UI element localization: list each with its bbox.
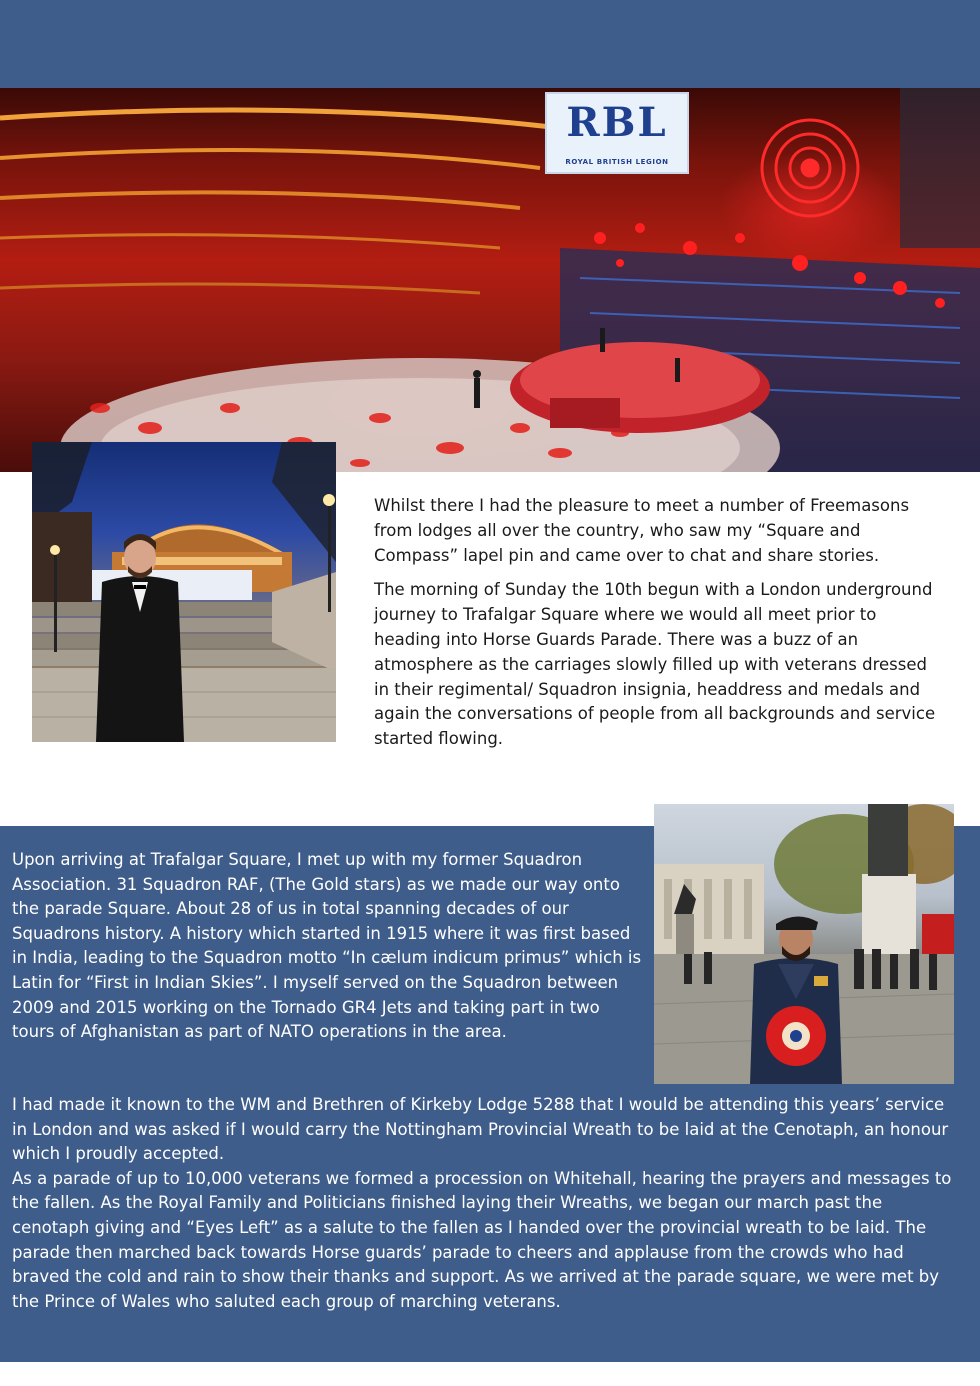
wreath-paragraph: I had made it known to the WM and Brethren of Kirkeby Lodge 5288 that I would be attending this years’ service in London and was asked if I would carry the Nottingham Provincial Wreath to be laid at the Cenotaph, an honour which I proudly accepted. [12,1095,949,1164]
parade-illustration [654,804,954,1084]
night-exterior-illustration [32,442,336,742]
royal-british-legion-banner [545,92,689,174]
intro-text [374,494,944,762]
rbl-caption: ROYAL BRITISH LEGION [565,158,669,166]
royal-albert-hall-night-photo [32,442,336,742]
squadron-paragraph: Upon arriving at Trafalgar Square, I met up with my former Squadron Association. 31 Squadron RAF, (The Gold stars) as we made our way onto the parade Square. About 28 of us in total spanning decades of our Squadrons history. A history which started in 1915 where it was first based in India, leading to the Squadron motto “In cælum indicum primus” which is Latin for “First in Indian Skies”. I myself served on the Squadron between 2009 and 2015 working on the Tornado GR4 Jets and taking part in two tours of Afghanistan as part of NATO operations in the area. [12,850,642,1042]
trafalgar-square-wreath-photo [654,804,954,1084]
intro-paragraph-freemasons: Whilst there I had the pleasure to meet a number of Freemasons from lodges all over the country, who saw my “Square and Compass” lapel pin and came over to chat and share stories. [374,496,910,565]
intro-paragraph-sunday-morning: The morning of Sunday the 10th begun with a London underground journey to Trafalgar Square where we would all meet prior to heading into Horse Guards Parade. There was a buzz of an atmosphere as the carriages slowly filled up with veterans dressed in their regimental/ Squadron insignia, headdress and medals and again the conversations of people from all backgrounds and service started flowing. [374,580,936,749]
service-text [12,1093,962,1314]
parade-paragraph: As a parade of up to 10,000 veterans we formed a procession on Whitehall, hearing the prayers and messages to the fallen. As the Royal Family and Politicians finished laying their Wreaths, we began our march past the cenotaph giving and “Eyes Left” as a salute to the fallen as I handed over the provincial wreath to be laid. The parade then marched back towards Horse guards’ parade to cheers and applause from the crowds who had braved the cold and rain to show their thanks and support. As we arrived at the parade square, we were met by the Prince of Wales who saluted each group of marching veterans. [12,1168,952,1311]
rbl-logo: RBL [566,99,668,146]
hall-interior-illustration [0,88,980,472]
royal-albert-hall-interior-photo [0,88,980,472]
header-band [0,0,980,88]
